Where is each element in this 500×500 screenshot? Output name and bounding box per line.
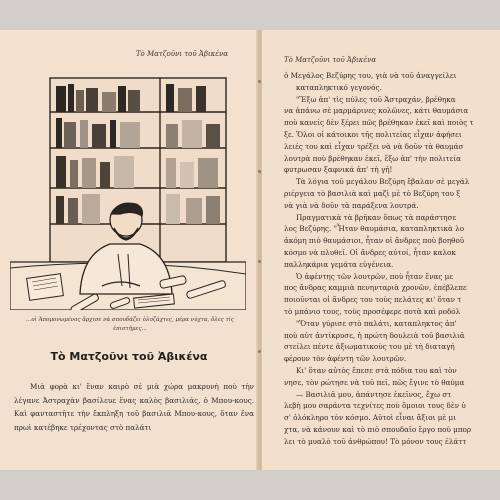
text-line: — Βασιλιᾶ μου, ἀπάντησε ἐκεῖνος, ἔχω στ (296, 389, 452, 399)
right-body-text (284, 70, 500, 448)
text-line: τὸ μπάνιο τους, τοὺς προσέφερε ποτὰ καὶ ροδόλ (284, 306, 461, 316)
text-line: ὁ Μεγάλος Βεζύρης του, γιὰ νὰ τοῦ ἀναγγείλει (284, 71, 457, 80)
text-line: ἀκόμη πιὸ θαυμάσιοι, ἦταν οἱ ἄνδρες ποὺ βοηθοῦ (284, 236, 465, 246)
text-line: λεβὴ μου σαράντα τεχνίτες ποὺ ὅμοιοι τους δὲν ὑ (284, 401, 466, 411)
scholar-illustration (10, 64, 246, 310)
binding-stitch (258, 350, 261, 353)
binding-stitch (258, 80, 261, 83)
right-running-head: Τὸ Ματζοῦνι τοῦ Ἀβικένα (284, 56, 377, 64)
left-body-text (14, 380, 254, 434)
text-line: σ' ὁλόκληρο τὸν κόσμο. Αὐτοὶ εἶναι ἄξιοι μὲ μι (284, 413, 457, 423)
paragraph: Μιὰ φορὰ κι' ἕναν καιρὸ σὲ μιὰ χώρα μακρυνὴ ποὺ τὴν λέγανε Ἀστραχὰν βασίλευε ἕνας καλὸς βασιλιάς, ὁ Μπου-κους. Καὶ φανταστῆτε τὴν ἔκπληξη τοῦ βασιλιᾶ Μπου-κους, ὅταν ἕνα πρωὶ κατέβηκε τρέχοντας στὸ παλάτι (14, 382, 254, 432)
binding-stitch (258, 170, 261, 173)
text-line: Τὰ λόγια τοῦ μεγάλου Βεζύρη ἔβαλαν σὲ μεγάλ (296, 177, 470, 187)
text-line: ποὺ αὐτ ἀντίκρυσε, ἡ πρώτη δουλειὰ τοῦ βασιλιᾶ (284, 330, 465, 340)
text-line: ριέργεια τὸ βασιλιὰ καὶ μαζὶ μὲ τὸ Βεζύρη του ξ (284, 188, 461, 198)
left-page (0, 30, 259, 470)
binding-stitch (258, 260, 261, 263)
text-line: λος Βεζύρης. "Ἦταν θαυμάσια, καταπληκτικὰ λο (284, 224, 465, 234)
text-line: φέρουν τὸν ἀφέντη τῶν λουτρῶν. (284, 354, 407, 364)
right-page (262, 30, 500, 470)
text-line: "Ὅταν γύρισε στὸ παλάτι, καταπληκτος ἀπ' (296, 318, 457, 328)
text-line: λει τὸ μυαλὸ τοῦ ἀνθρώπου! Τὸ μόνον τους ἐλάττ (284, 436, 467, 446)
text-line: Πραγματικὰ τὰ βρῆκαν ὅπως τὰ παράστησε (296, 212, 457, 222)
text-line: πος ἄνδρας καμμιὰ πενηνταριὰ χρονῶν, ἐπέβλεπε (284, 283, 467, 293)
text-line: παλληκάρια γεμάτα εὐγένεια. (284, 259, 394, 269)
illustration-caption: ...οἱ Ἀπομονωμένος ἄρχισε νὰ σπουδάζει ὁλοζάχτες, μέρα νύχτα, ὅλες τὶς ἐπιστῆμες... (26, 317, 234, 332)
text-line: κόσμο νὰ πλυθεῖ. Οἱ ἄνδρες αὐτοί, ἦταν καλοκ (284, 247, 456, 257)
text-line: να ἀπάνω σὲ μαρμάρινες κολῶνες, κάτι θαυμάσια (284, 106, 469, 116)
story-title: Τὸ Ματζοῦνι τοῦ Ἀβικένα (50, 350, 208, 363)
text-line: νὰ γιὰ νὰ δοῦν τὰ παράξενα λουτρά. (284, 200, 419, 210)
left-running-head: Τὸ Ματζοῦνι τοῦ Ἀβικένα (135, 50, 228, 58)
text-line: Ὁ ἀφέντης τῶν λουτρῶν, ποὺ ἦταν ἕνας με (296, 271, 454, 281)
text-line: χτα, νὰ κάνουν καὶ τὸ πιὸ σπουδαῖο ἔργο ποὺ μπορ (284, 424, 472, 434)
text-line: ποὺ κανείς δὲν ξέρει πῶς βρέθηκαν ἐκεῖ καὶ ποιὸς τ (284, 118, 474, 128)
text-line: φυτρωσαν ξαφνικά ἀπ' τὴ γῆ! (284, 165, 393, 175)
text-line: "Ἔξω ἀπ' τὶς πύλες τοῦ Ἀστραχάν, βρέθηκα (296, 94, 456, 104)
text-line: νησε, τὸν ρώτησε νὰ τοῦ πεῖ, πῶς ἔγινε τὸ θαύμα (284, 377, 465, 387)
text-line: ποιοῦνται οἱ ἄνδρες του τοὺς πελάτες κι' ὅταν τ (284, 295, 462, 305)
text-line: στείλει πέντε ἀξιωματικοὺς του μὲ τὴ διαταγή (284, 342, 455, 352)
text-line: καταπληκτικό γεγονός. (296, 82, 382, 92)
text-line: λειές του καὶ εἶχαν τρέξει νὰ νὰ δοῦν τὰ θαυμάσ (284, 141, 464, 151)
text-line: ξε. Ὅλοι οἱ κάτοικοι τῆς πολιτείας εἶχαν ἀφήσει (284, 129, 462, 139)
text-line: λουτρὰ ποὺ βρέθηκαν ἐκεῖ, ἔξω ἀπ' τὴν πολιτεία (284, 153, 462, 163)
text-line: Κι' ὅταν αὐτὸς ἔπεσε στὰ πόδια του καὶ τὸν (296, 365, 457, 375)
